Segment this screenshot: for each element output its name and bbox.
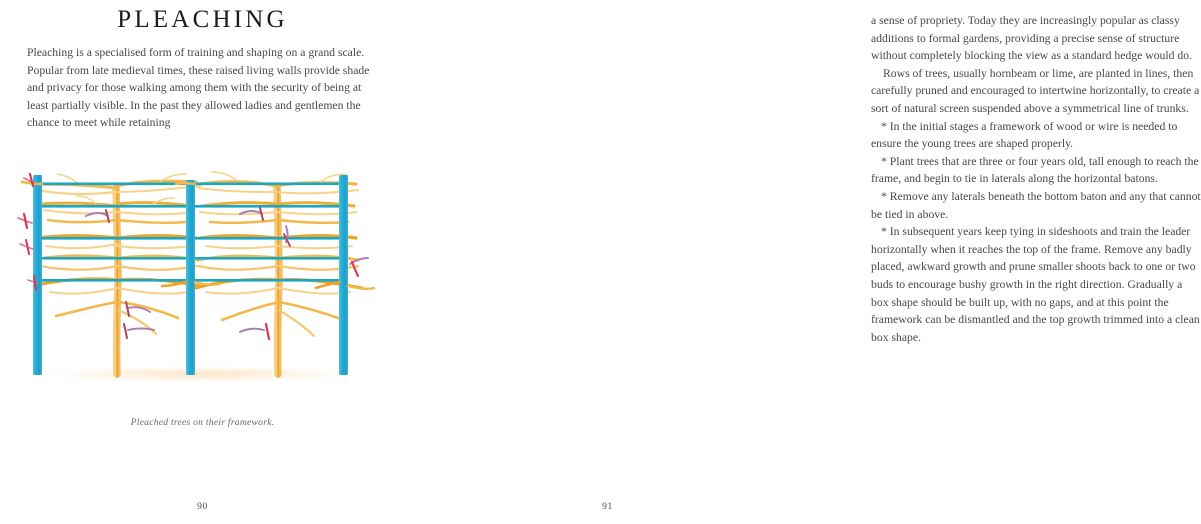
bullet-item: * Plant trees that are three or four years old, tall enough to reach the frame, and begin to tie in laterals along the horizontal batons. — [871, 154, 1199, 186]
page-number: 90 — [197, 502, 208, 512]
folio-right — [405, 502, 810, 512]
ground-shadow — [30, 365, 370, 383]
right-page — [405, 0, 1201, 524]
paragraph: Pleaching is a specialised form of training and shaping on a grand scale. Popular from late medieval times, these raised living walls provide shade and privacy for those walking among them with the security of being at least partially visible. In the past they allowed ladies and gentlemen the chance to meet while retaining — [27, 46, 370, 130]
pleaching-illustration — [0, 160, 405, 410]
page-number: 91 — [602, 502, 613, 512]
bullet-item: * In subsequent years keep tying in sideshoots and train the leader horizontally when it reaches the top of the frame. Remove any badly placed, awkward growth and prune smaller shoots back to one or two buds to encourage bushy growth in the right direction. Gradually a box shape should be built up, with no gaps, and at this point the framework can be dismantled and the top growth trimmed into a clean box shape. — [871, 225, 1200, 344]
folio-left — [0, 502, 405, 512]
tree-right — [196, 172, 362, 374]
paragraph: a sense of propriety. Today they are increasingly popular as classy additions to formal gardens, providing a precise sense of structure without completely blocking the view as a standard hedge would do. — [871, 14, 1193, 63]
right-column-text — [871, 12, 1201, 346]
figure-caption: Pleached trees on their framework. — [130, 417, 275, 428]
tree-left — [36, 174, 200, 374]
paragraph: Rows of trees, usually hornbeam or lime, are planted in lines, then carefully pruned and encouraged to intertwine horizontally, to create a sort of natural screen suspended above a symmetrical line of trunks. — [871, 66, 1200, 115]
left-page — [0, 0, 405, 524]
left-column-text — [27, 44, 372, 132]
page-title: PLEACHING — [117, 6, 288, 33]
post-middle — [186, 180, 195, 375]
bullet-item: * Remove any laterals beneath the bottom baton and any that cannot be tied in above. — [871, 189, 1201, 221]
post-right — [339, 175, 348, 375]
post-left — [33, 175, 42, 375]
bullet-item: * In the initial stages a framework of wood or wire is needed to ensure the young trees are shaped properly. — [871, 119, 1178, 151]
